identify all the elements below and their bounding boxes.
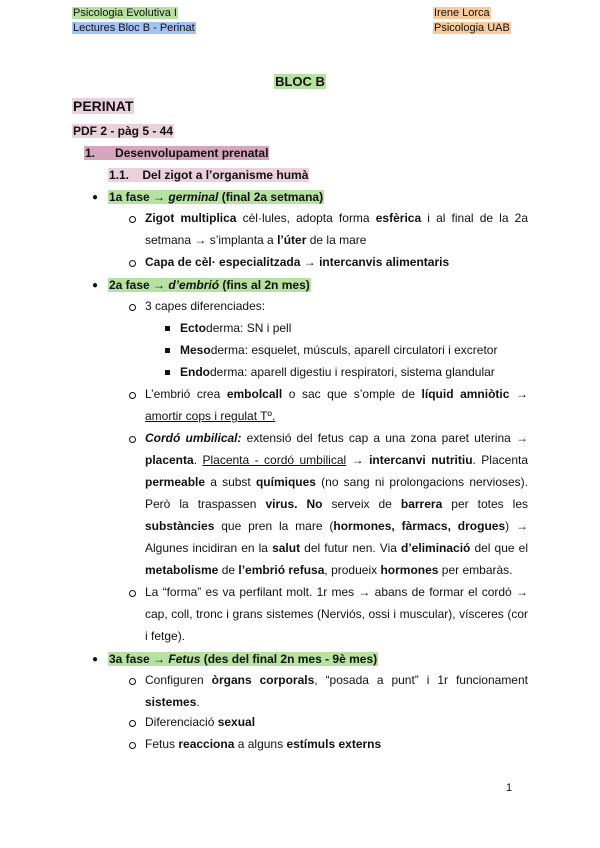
fase-2-item-cordo: Cordó umbilical: extensió del fetus cap a una zona paret uterina → placenta. Placenta - cordó umbilical → intercanvi nutritiu. Placenta permeable a subst químiques (no sang ni prolongacions nervioses). Però la traspassen virus. No serveix de barrera per totes les substàncies que pren la mare (hormones, fàrmacs, drogues) → Algunes incidiran en la salut del futur nen. Via d’eliminació del que el metabolisme de l’embrió refusa, produeix hormones per embaràs. (145, 431, 529, 577)
fase-3-item-estimuls: Fetus reacciona a alguns estímuls externs (145, 737, 382, 751)
fase-3-item-sexual: Diferenciació sexual (145, 715, 256, 729)
bullet-square (165, 370, 170, 375)
bullet-dot: ● (92, 280, 99, 291)
heading-1: 1. Desenvolupament prenatal (85, 146, 269, 160)
fase-1-heading: 1a fase → germinal (final 2a setmana) (109, 190, 324, 204)
fase-2-heading: 2a fase → d’embrió (fins al 2n mes) (109, 278, 310, 292)
fase-2-item-embrio: L’embrió crea embolcall o sac que s’omple de líquid amniòtic → amortir cops i regulat Tº. (145, 387, 528, 423)
bullet-circle (129, 720, 136, 727)
fase-3-heading: 3a fase → Fetus (des del final 2n mes - 9è mes) (109, 652, 378, 666)
bullet-circle (129, 216, 136, 223)
bullet-circle (129, 392, 136, 399)
ectoderma-item: Ectoderma: SN i pell (180, 321, 292, 335)
fase-2-item-forma: La “forma” es va perfilant molt. 1r mes → abans de formar el cordó → cap, coll, tronc i grans sistemes (Nerviós, ossi i muscular), vísceres (cor i fetge). (145, 585, 528, 643)
section-heading: PERINAT (73, 98, 134, 114)
fase-3-item-configuren: Configuren òrgans corporals, “posada a punt” i 1r funcionament sistemes. (145, 673, 528, 709)
mesoderma-item: Mesoderma: esquelet, músculs, aparell circulatori i excretor (180, 343, 498, 357)
header-author: Irene Lorca (434, 7, 490, 19)
bullet-square (165, 348, 170, 353)
endoderma-item: Endoderma: aparell digestiu i respiratori, sistema glandular (180, 365, 495, 379)
fase-1-item-zigot: Zigot multiplica cèl·lules, adopta forma esfèrica i al final de la 2a setmana → s’implanta a l’úter de la mare (145, 211, 528, 247)
bullet-square (165, 326, 170, 331)
header-university: Psicologia UAB (434, 22, 510, 34)
bullet-circle (129, 590, 136, 597)
header-course: Psicologia Evolutiva I (73, 7, 177, 19)
page-title: BLOC B (275, 74, 325, 89)
bullet-circle (129, 304, 136, 311)
bullet-circle (129, 436, 136, 443)
bullet-circle (129, 742, 136, 749)
bullet-dot: ● (92, 192, 99, 203)
bullet-circle (129, 678, 136, 685)
page-number: 1 (506, 782, 513, 794)
fase-1-item-capa: Capa de cèl· especialitzada → intercanvis alimentaris (145, 255, 450, 269)
bullet-dot: ● (92, 654, 99, 665)
bullet-circle (129, 260, 136, 267)
header-lectures: Lectures Bloc B - Perinat (73, 22, 195, 34)
pdf-reference: PDF 2 - pàg 5 - 44 (73, 124, 174, 138)
fase-2-item-capes: 3 capes diferenciades: (145, 299, 266, 313)
heading-1-1: 1.1. Del zigot a l’organisme humà (109, 168, 309, 182)
